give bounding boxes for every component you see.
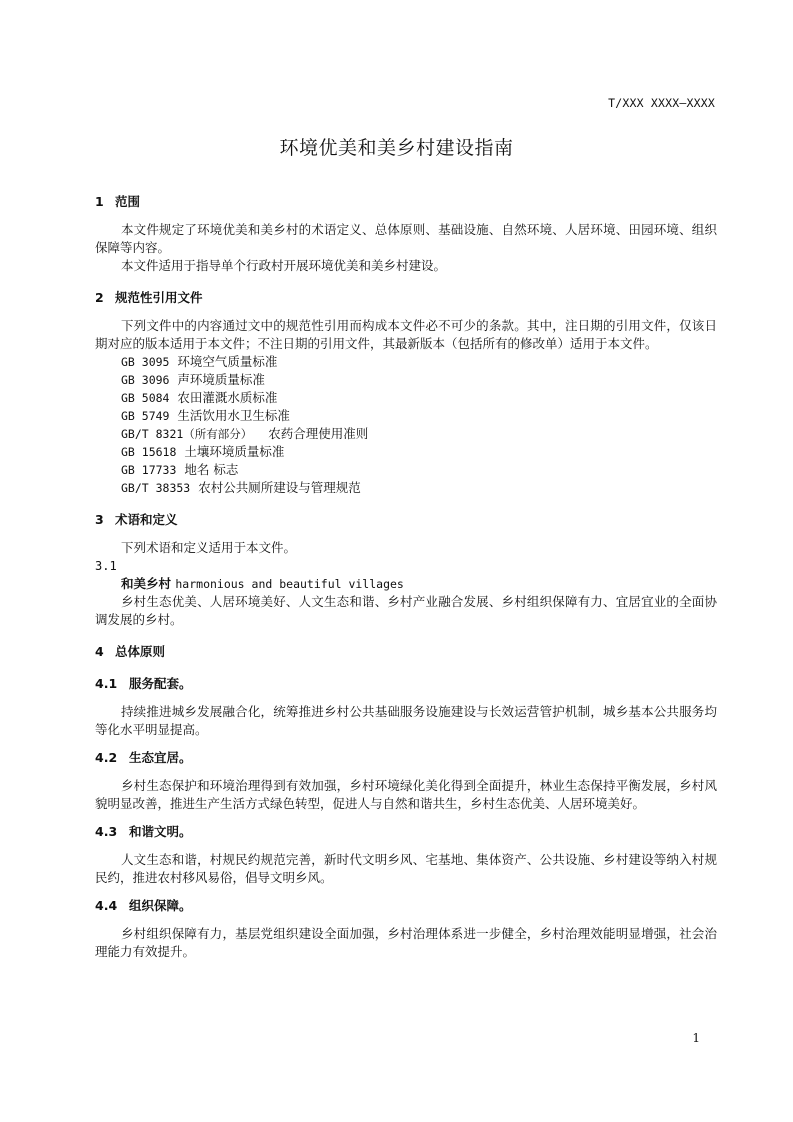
reference-name: 农药合理使用准则 xyxy=(268,426,369,441)
section-number: 3 xyxy=(95,512,104,527)
reference-item xyxy=(121,407,717,425)
section-title: 范围 xyxy=(115,194,141,209)
subsection-title: 和谐文明。 xyxy=(129,824,192,839)
reference-item xyxy=(121,371,717,389)
term-chinese: 和美乡村 xyxy=(121,576,172,591)
reference-item xyxy=(121,425,717,443)
term-definition: 乡村生态优美、人居环境美好、人文生态和谐、乡村产业融合发展、乡村组织保障有力、宜居宜业的全面协调发展的乡村。 xyxy=(95,594,717,627)
paragraph: 下列术语和定义适用于本文件。 xyxy=(121,540,297,555)
reference-name: 环境空气质量标准 xyxy=(177,354,278,369)
reference-item xyxy=(121,353,717,371)
reference-code: GB 15618 xyxy=(121,445,177,459)
paragraph: 下列文件中的内容通过文中的规范性引用而构成本文件必不可少的条款。其中，注日期的引用文件，仅该日期对应的版本适用于本文件；不注日期的引用文件，其最新版本（包括所有的修改单）适用于本文件。 xyxy=(95,318,717,351)
paragraph: 乡村生态保护和环境治理得到有效加强，乡村环境绿化美化得到全面提升，林业生态保持平衡发展，乡村风貌明显改善，推进生产生活方式绿色转型，促进人与自然和谐共生，乡村生态优美、人居环境美好。 xyxy=(95,778,717,811)
reference-name: 土壤环境质量标准 xyxy=(184,444,285,459)
subsection-heading xyxy=(95,749,717,767)
reference-code: GB/T 38353 xyxy=(121,481,191,495)
subsection-heading xyxy=(95,897,717,915)
reference-item xyxy=(121,389,717,407)
term-entry xyxy=(95,575,717,593)
reference-code: GB 5084 xyxy=(121,391,170,405)
term-number: 3.1 xyxy=(95,559,117,573)
section-title: 总体原则 xyxy=(115,644,166,659)
section-number: 2 xyxy=(95,290,104,305)
reference-name: 声环境质量标准 xyxy=(177,372,265,387)
subsection-number: 4.2 xyxy=(95,750,118,765)
subsection-title: 服务配套。 xyxy=(129,676,192,691)
reference-item xyxy=(121,479,717,497)
paragraph: 人文生态和谐，村规民约规范完善，新时代文明乡风、宅基地、集体资产、公共设施、乡村建设等纳入村规民约，推进农村移风易俗，倡导文明乡风。 xyxy=(95,852,717,885)
subsection-number: 4.1 xyxy=(95,676,118,691)
reference-name: 农田灌溉水质标准 xyxy=(177,390,278,405)
reference-list xyxy=(95,353,717,497)
reference-item xyxy=(121,461,717,479)
term-english: harmonious and beautiful villages xyxy=(175,577,404,591)
section-heading xyxy=(95,193,717,211)
subsection-title: 生态宜居。 xyxy=(129,750,192,765)
subsection-heading xyxy=(95,675,717,693)
reference-code: GB/T 8321（所有部分） xyxy=(121,427,253,441)
subsection-number: 4.3 xyxy=(95,824,118,839)
paragraph: 持续推进城乡发展融合化，统筹推进乡村公共基础服务设施建设与长效运营管护机制，城乡基本公共服务均等化水平明显提高。 xyxy=(95,704,717,737)
subsection-number: 4.4 xyxy=(95,898,118,913)
section-number: 1 xyxy=(95,194,104,209)
document-body xyxy=(95,193,717,961)
section-title: 规范性引用文件 xyxy=(115,290,203,305)
reference-name: 地名 标志 xyxy=(184,462,239,477)
section-heading xyxy=(95,643,717,661)
document-title: 环境优美和美乡村建设指南 xyxy=(279,137,514,159)
subsection-heading xyxy=(95,823,717,841)
section-title: 术语和定义 xyxy=(115,512,178,527)
reference-name: 生活饮用水卫生标准 xyxy=(177,408,290,423)
subsection-title: 组织保障。 xyxy=(129,898,192,913)
paragraph: 乡村组织保障有力，基层党组织建设全面加强，乡村治理体系进一步健全，乡村治理效能明显增强，社会治理能力有效提升。 xyxy=(95,926,717,959)
reference-code: GB 5749 xyxy=(121,409,170,423)
standard-code: T/XXX XXXX—XXXX xyxy=(608,96,715,110)
page-number: 1 xyxy=(692,1031,700,1045)
reference-name: 农村公共厕所建设与管理规范 xyxy=(198,480,361,495)
section-heading xyxy=(95,289,717,307)
section-number: 4 xyxy=(95,644,104,659)
reference-code: GB 3096 xyxy=(121,373,170,387)
paragraph: 本文件适用于指导单个行政村开展环境优美和美乡村建设。 xyxy=(121,258,447,273)
reference-code: GB 17733 xyxy=(121,463,177,477)
reference-code: GB 3095 xyxy=(121,355,170,369)
section-heading xyxy=(95,511,717,529)
reference-item xyxy=(121,443,717,461)
paragraph: 本文件规定了环境优美和美乡村的术语定义、总体原则、基础设施、自然环境、人居环境、田园环境、组织保障等内容。 xyxy=(95,222,717,255)
